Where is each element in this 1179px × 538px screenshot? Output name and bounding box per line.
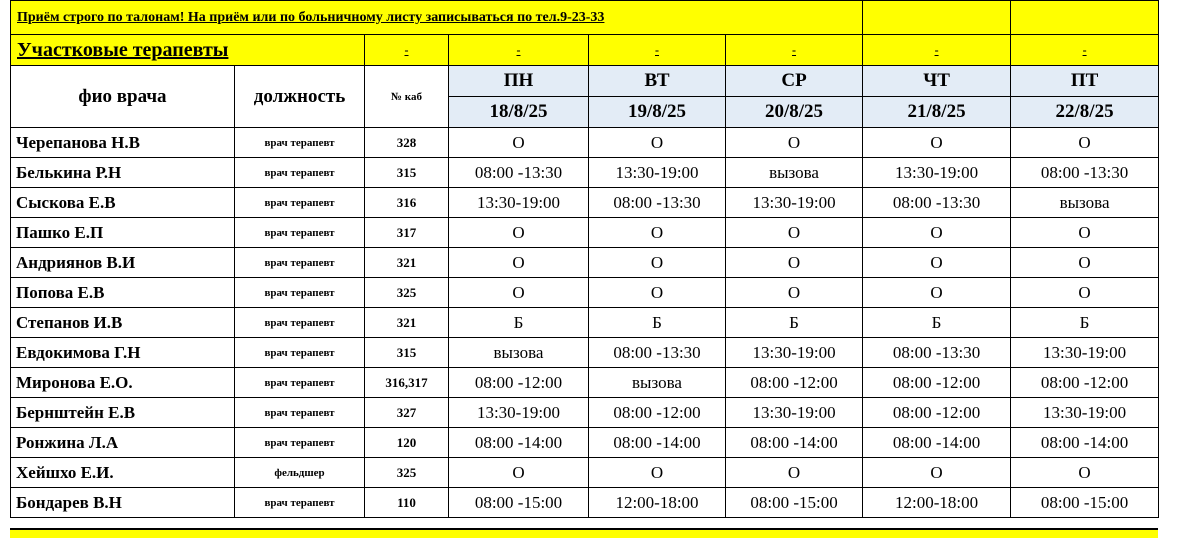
doctor-position-cell: врач терапевт [235,398,365,428]
schedule-cell: 08:00 -13:30 [589,338,726,368]
doctor-name-cell: Белькина Р.Н [11,158,235,188]
schedule-cell: 08:00 -14:00 [1011,428,1159,458]
doctor-position-cell: врач терапевт [235,218,365,248]
doctor-name-cell: Бондарев В.Н [11,488,235,518]
schedule-cell: О [589,218,726,248]
schedule-cell: О [726,458,863,488]
doctor-position-cell: фельдшер [235,458,365,488]
schedule-cell: О [449,278,589,308]
schedule-cell: вызова [449,338,589,368]
doctor-name-cell: Степанов И.В [11,308,235,338]
doctor-cabinet-cell: 315 [365,158,449,188]
table-row [11,338,1159,368]
schedule-cell: вызова [589,368,726,398]
schedule-cell: 13:30-19:00 [1011,338,1159,368]
schedule-cell: 08:00 -13:30 [1011,158,1159,188]
section-dash: - [863,35,1011,66]
schedule-cell: О [1011,218,1159,248]
doctor-cabinet-cell: 317 [365,218,449,248]
schedule-cell: О [863,278,1011,308]
doctor-position-cell: врач терапевт [235,158,365,188]
doctor-name-cell: Ронжина Л.А [11,428,235,458]
day-header-tue: ВТ [589,66,726,97]
doctor-cabinet-cell: 110 [365,488,449,518]
doctor-name-cell: Андриянов В.И [11,248,235,278]
notice-phone: 9-23-33 [560,9,605,25]
date-header-fri: 22/8/25 [1011,97,1159,128]
schedule-cell: О [1011,278,1159,308]
doctor-position-cell: врач терапевт [235,488,365,518]
schedule-cell: вызова [726,158,863,188]
table-row [11,188,1159,218]
table-row [11,278,1159,308]
schedule-cell: 08:00 -12:00 [449,368,589,398]
table-row [11,368,1159,398]
doctor-name-cell: Хейшхо Е.И. [11,458,235,488]
schedule-cell: 13:30-19:00 [449,188,589,218]
schedule-cell: О [1011,458,1159,488]
doctor-cabinet-cell: 325 [365,458,449,488]
schedule-table [10,0,1159,518]
schedule-cell: 08:00 -15:00 [726,488,863,518]
schedule-cell: 08:00 -12:00 [1011,368,1159,398]
doctor-position-cell: врач терапевт [235,248,365,278]
schedule-cell: Б [1011,308,1159,338]
doctor-position-cell: врач терапевт [235,368,365,398]
doctor-position-cell: врач терапевт [235,308,365,338]
doctor-cabinet-cell: 316 [365,188,449,218]
date-header-tue: 19/8/25 [589,97,726,128]
schedule-cell: О [449,218,589,248]
schedule-cell: О [863,128,1011,158]
schedule-cell: О [589,128,726,158]
doctor-name-cell: Евдокимова Г.Н [11,338,235,368]
doctor-cabinet-cell: 321 [365,248,449,278]
schedule-cell: Б [726,308,863,338]
section-row [11,35,1159,66]
schedule-cell: 12:00-18:00 [863,488,1011,518]
doctor-cabinet-cell: 325 [365,278,449,308]
notice-blank-cell [863,1,1011,35]
schedule-cell: Б [863,308,1011,338]
doctor-cabinet-cell: 316,317 [365,368,449,398]
schedule-cell: 13:30-19:00 [726,338,863,368]
schedule-cell: О [449,458,589,488]
section-title: Участковые терапевты [11,35,365,66]
schedule-cell: О [1011,128,1159,158]
schedule-cell: 13:30-19:00 [863,158,1011,188]
table-row [11,248,1159,278]
doctor-position-cell: врач терапевт [235,428,365,458]
schedule-cell: 08:00 -12:00 [863,368,1011,398]
schedule-cell: 12:00-18:00 [589,488,726,518]
schedule-cell: О [863,218,1011,248]
schedule-cell: О [726,218,863,248]
footer-band [10,528,1158,538]
table-row [11,428,1159,458]
schedule-cell: Б [449,308,589,338]
schedule-cell: 08:00 -12:00 [589,398,726,428]
doctor-cabinet-cell: 120 [365,428,449,458]
table-row [11,488,1159,518]
schedule-cell: О [589,458,726,488]
section-dash: - [449,35,589,66]
doctor-name-cell: Миронова Е.О. [11,368,235,398]
schedule-cell: О [863,248,1011,278]
schedule-cell: 13:30-19:00 [726,398,863,428]
schedule-cell: вызова [1011,188,1159,218]
schedule-cell: 08:00 -13:30 [589,188,726,218]
doctor-name-cell: Черепанова Н.В [11,128,235,158]
column-header-position: должность [235,66,365,128]
notice-cell [11,1,863,35]
schedule-cell: 08:00 -15:00 [449,488,589,518]
notice-text: Приём строго по талонам! На приём или по больничному листу записываться по тел. [17,9,561,25]
table-row [11,398,1159,428]
notice-row [11,1,1159,35]
schedule-cell: О [1011,248,1159,278]
date-header-thu: 21/8/25 [863,97,1011,128]
date-header-mon: 18/8/25 [449,97,589,128]
doctor-position-cell: врач терапевт [235,188,365,218]
schedule-cell: О [726,278,863,308]
doctor-cabinet-cell: 327 [365,398,449,428]
section-dash: - [589,35,726,66]
schedule-cell: 08:00 -14:00 [863,428,1011,458]
section-dash: - [365,35,449,66]
column-header-name: фио врача [11,66,235,128]
doctor-name-cell: Пашко Е.П [11,218,235,248]
notice-blank-cell [1011,1,1159,35]
doctor-cabinet-cell: 315 [365,338,449,368]
schedule-cell: 08:00 -14:00 [726,428,863,458]
schedule-cell: 08:00 -12:00 [863,398,1011,428]
section-dash: - [1011,35,1159,66]
doctor-position-cell: врач терапевт [235,338,365,368]
schedule-cell: 08:00 -13:30 [863,188,1011,218]
schedule-cell: 08:00 -15:00 [1011,488,1159,518]
schedule-cell: 08:00 -14:00 [449,428,589,458]
schedule-cell: 13:30-19:00 [726,188,863,218]
schedule-cell: О [589,278,726,308]
schedule-cell: 08:00 -12:00 [726,368,863,398]
table-row [11,458,1159,488]
schedule-cell: О [589,248,726,278]
doctor-cabinet-cell: 321 [365,308,449,338]
header-row-days [11,66,1159,97]
column-header-cabinet: № каб [365,66,449,128]
section-dash: - [726,35,863,66]
schedule-cell: О [726,248,863,278]
schedule-cell: О [726,128,863,158]
schedule-cell: О [449,128,589,158]
schedule-sheet [10,0,1158,518]
schedule-cell: 13:30-19:00 [589,158,726,188]
doctor-position-cell: врач терапевт [235,278,365,308]
table-row [11,218,1159,248]
schedule-cell: 13:30-19:00 [1011,398,1159,428]
schedule-cell: 08:00 -13:30 [863,338,1011,368]
day-header-fri: ПТ [1011,66,1159,97]
schedule-cell: Б [589,308,726,338]
day-header-thu: ЧТ [863,66,1011,97]
schedule-cell: О [449,248,589,278]
day-header-mon: ПН [449,66,589,97]
doctor-cabinet-cell: 328 [365,128,449,158]
table-row [11,128,1159,158]
schedule-cell: 08:00 -13:30 [449,158,589,188]
date-header-wed: 20/8/25 [726,97,863,128]
day-header-wed: СР [726,66,863,97]
schedule-cell: 13:30-19:00 [449,398,589,428]
doctor-name-cell: Попова Е.В [11,278,235,308]
table-row [11,308,1159,338]
doctor-position-cell: врач терапевт [235,128,365,158]
schedule-cell: 08:00 -14:00 [589,428,726,458]
schedule-cell: О [863,458,1011,488]
table-row [11,158,1159,188]
doctor-name-cell: Бернштейн Е.В [11,398,235,428]
doctor-name-cell: Сыскова Е.В [11,188,235,218]
